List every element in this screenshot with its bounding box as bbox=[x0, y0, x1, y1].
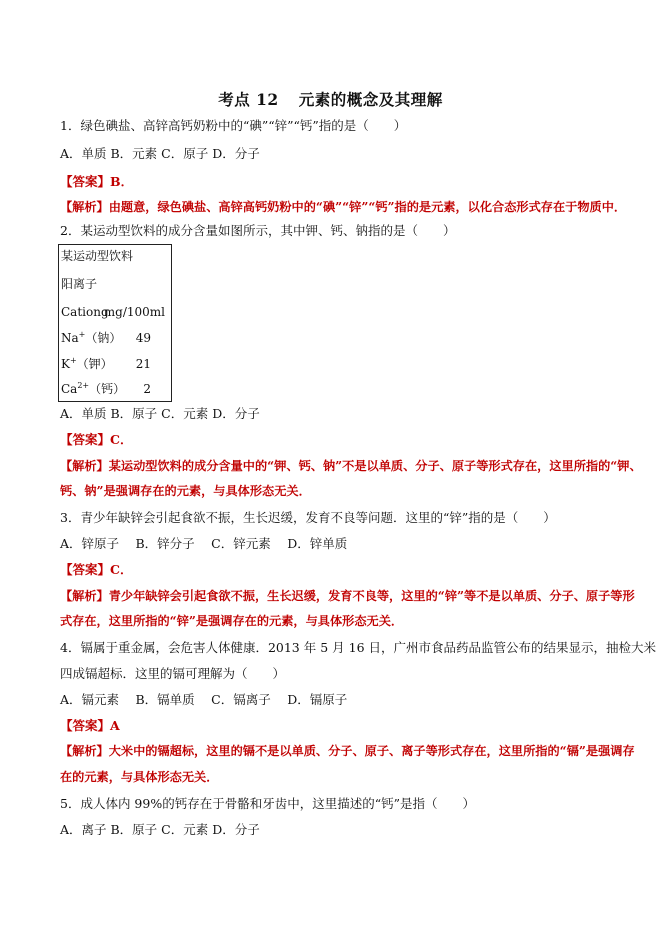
q1-stem: 1．绿色碘盐、高锌高钙奶粉中的“碘”“锌”“钙”指的是（ ） bbox=[60, 118, 407, 133]
ion-charge: + bbox=[69, 356, 77, 365]
q5-options: A．离子 B．原子 C．元素 D．分子 bbox=[60, 822, 260, 837]
q3-explanation-line1: 【解析】青少年缺锌会引起食欲不振，生长迟缓，发育不良等，这里的“锌”等不是以单质、分子、原子等形 bbox=[60, 589, 635, 603]
q3-stem: 3．青少年缺锌会引起食欲不振，生长迟缓，发育不良等问题．这里的“锌”指的是（ ） bbox=[60, 510, 556, 525]
title-code: 考点 12 bbox=[218, 90, 279, 109]
ion-charge: + bbox=[78, 330, 86, 339]
element-cn: （钙） bbox=[89, 382, 126, 396]
q4-explanation-line2: 在的元素，与具体形态无关． bbox=[60, 770, 219, 784]
q1-explanation: 【解析】由题意，绿色碘盐、高锌高钙奶粉中的“碘”“锌”“钙”指的是元素，以化合态形式存在于物质中． bbox=[60, 200, 627, 214]
q3-explanation-line2: 式存在，这里所指的“锌”是强调存在的元素，与具体形态无关． bbox=[60, 614, 404, 628]
table-drink-name: 某运动型饮料 bbox=[61, 249, 134, 263]
page-title bbox=[0, 88, 661, 110]
q2-explanation-line1: 【解析】某运动型饮料的成分含量中的“钾、钙、钠”不是以单质、分子、原子等形式存在，这里所指的“钾、 bbox=[60, 459, 642, 473]
q2-stem: 2．某运动型饮料的成分含量如图所示，其中钾、钙、钠指的是（ ） bbox=[60, 223, 456, 238]
element-cn: （钠） bbox=[85, 331, 122, 345]
element-value: 49 bbox=[135, 331, 151, 345]
q4-stem-line1: 4．镉属于重金属，会危害人体健康．2013 年 5 月 16 日，广州市食品药品监管公布的结果显示，抽检大米 bbox=[60, 640, 656, 655]
q2-answer: 【答案】C． bbox=[60, 432, 133, 447]
q3-answer: 【答案】C． bbox=[60, 562, 133, 577]
q5-stem: 5．成人体内 99%的钙存在于骨骼和牙齿中，这里描述的“钙”是指（ ） bbox=[60, 796, 475, 811]
q4-explanation-line1: 【解析】大米中的镉超标，这里的镉不是以单质、分子、原子、离子等形式存在，这里所指的“镉”是强调存 bbox=[60, 744, 635, 758]
table-header bbox=[61, 305, 169, 319]
title-text: 元素的概念及其理解 bbox=[298, 90, 443, 109]
element-value: 21 bbox=[135, 357, 151, 371]
ion-charge: 2+ bbox=[77, 381, 90, 390]
table-header-label: Cationg bbox=[61, 305, 109, 319]
table-header-unit: mg/100ml bbox=[103, 305, 165, 319]
drink-ingredient-table bbox=[58, 244, 172, 402]
q4-answer: 【答案】A bbox=[60, 718, 120, 733]
q3-options: A．锌原子 B．锌分子 C．锌元素 D．锌单质 bbox=[60, 536, 348, 551]
q4-stem-line2: 四成镉超标．这里的镉可理解为（ ） bbox=[60, 666, 286, 681]
q1-answer: 【答案】B． bbox=[60, 174, 134, 189]
element-symbol: Ca bbox=[61, 382, 78, 396]
element-cn: （钾） bbox=[76, 357, 113, 371]
table-category: 阳离子 bbox=[61, 277, 98, 291]
table-row bbox=[61, 357, 169, 371]
q2-options: A．单质 B．原子 C．元素 D．分子 bbox=[60, 406, 260, 421]
element-value: 2 bbox=[143, 382, 151, 396]
q1-options: A．单质 B．元素 C．原子 D．分子 bbox=[60, 146, 260, 161]
q2-explanation-line2: 钙、钠”是强调存在的元素，与具体形态无关． bbox=[60, 484, 311, 498]
element-symbol: K bbox=[61, 357, 70, 371]
element-symbol: Na bbox=[61, 331, 79, 345]
table-row bbox=[61, 382, 169, 396]
q4-options: A．镉元素 B．镉单质 C．镉离子 D．镉原子 bbox=[60, 692, 348, 707]
table-row bbox=[61, 331, 169, 345]
